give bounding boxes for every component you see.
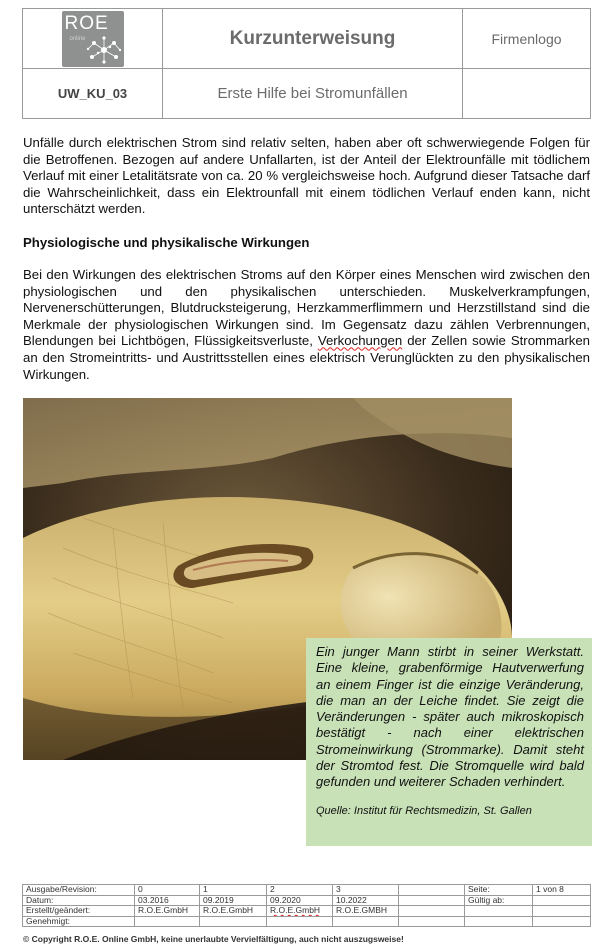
revision-cell bbox=[399, 916, 465, 927]
revision-cell: 1 bbox=[200, 885, 267, 896]
revision-row bbox=[23, 906, 591, 917]
revision-cell: R.O.E.GMBH bbox=[333, 906, 399, 917]
revision-row bbox=[23, 916, 591, 927]
revision-cell: Gültig ab: bbox=[465, 895, 533, 906]
section-paragraph bbox=[23, 267, 590, 383]
revision-cell bbox=[533, 906, 591, 917]
revision-cell: R.O.E.GmbH bbox=[267, 906, 333, 917]
logo-network-icon bbox=[84, 33, 124, 67]
revision-cell: R.O.E.GmbH bbox=[200, 906, 267, 917]
revision-cell bbox=[267, 916, 333, 927]
spellcheck-marked-word: Verkochungen bbox=[317, 333, 403, 349]
revision-cell bbox=[399, 895, 465, 906]
caption-text: Ein junger Mann stirbt in seiner Werkstatt. Eine kleine, grabenförmige Hautverwerfung an einem Finger ist die einzige Veränderung, die man an der Leiche findet. Sie zeigt die Veränderungen - später auch mikroskopisch bestätigt - nach einer elektrischen Stromeinwirkung (Strommarke). Damit steht der Stromtod fest. Die Stromquelle wird bald gefunden und weiterer Schaden verhindert. bbox=[316, 644, 584, 790]
logo-cell bbox=[23, 9, 163, 69]
revision-cell: R.O.E.GmbH bbox=[135, 906, 200, 917]
photo-caption-box bbox=[306, 638, 592, 846]
revision-cell: 0 bbox=[135, 885, 200, 896]
revision-cell: Genehmigt: bbox=[23, 916, 135, 927]
document-title: Kurzunterweisung bbox=[163, 9, 463, 69]
revision-cell: Ausgabe/Revision: bbox=[23, 885, 135, 896]
document-header bbox=[22, 8, 591, 119]
revision-cell bbox=[200, 916, 267, 927]
revision-cell: 3 bbox=[333, 885, 399, 896]
revision-cell: 09.2019 bbox=[200, 895, 267, 906]
document-code: UW_KU_03 bbox=[23, 69, 163, 119]
revision-cell bbox=[533, 895, 591, 906]
company-logo-placeholder: Firmenlogo bbox=[463, 9, 591, 69]
revision-cell bbox=[399, 906, 465, 917]
revision-cell: Datum: bbox=[23, 895, 135, 906]
copyright-notice: © Copyright R.O.E. Online GmbH, keine unerlaubte Vervielfältigung, auch nicht auszugsweise! bbox=[23, 934, 404, 944]
section-text-part2: der Zellen sowie Strommarken an den Stromeintritts- und Austrittsstellen eines elektrisch Verunglückten zu den physikalischen Wirkungen. bbox=[23, 333, 590, 382]
revision-row bbox=[23, 885, 591, 896]
logo-subtext: online bbox=[69, 35, 86, 42]
revision-cell: 09.2020 bbox=[267, 895, 333, 906]
revision-cell bbox=[399, 885, 465, 896]
revision-cell bbox=[465, 906, 533, 917]
document-subtitle: Erste Hilfe bei Stromunfällen bbox=[163, 69, 463, 119]
revision-cell: Seite: bbox=[465, 885, 533, 896]
revision-cell bbox=[135, 916, 200, 927]
revision-row bbox=[23, 895, 591, 906]
revision-cell: 10.2022 bbox=[333, 895, 399, 906]
revision-cell: 2 bbox=[267, 885, 333, 896]
caption-source: Quelle: Institut für Rechtsmedizin, St. Gallen bbox=[316, 804, 532, 817]
empty-header-cell bbox=[463, 69, 591, 119]
revision-cell bbox=[333, 916, 399, 927]
revision-cell: 03.2016 bbox=[135, 895, 200, 906]
intro-paragraph: Unfälle durch elektrischen Strom sind relativ selten, haben aber oft schwerwiegende Folgen für die Betroffenen. Bezogen auf andere Unfallarten, ist der Anteil der Elektrounfälle mit tödlichem Verlauf mit einer Letalitätsrate von ca. 20 % vergleichsweise hoch. Aufgrund dieser Tatsache darf die Wahrscheinlichkeit, dass ein Elektrounfall mit einem tödlichen Verlauf enden kann, nicht unterschätzt werden. bbox=[23, 135, 590, 217]
revision-cell bbox=[465, 916, 533, 927]
logo-text: ROE bbox=[64, 12, 109, 34]
section-text-part1: Bei den Wirkungen des elektrischen Stroms auf den Körper eines Menschen wird zwischen den physiologischen und den physikalischen unterschieden. Muskelverkrampfungen, Nervenerschütterungen, Blutdrucksteigerung, Herzkammerflimmern und Herzstillstand sind die Merkmale der physiologischen Wirkungen sind. Im Gegensatz dazu zählen Verbrennungen, Blendungen bei Lichtbögen, Flüssigkeitsverluste, bbox=[23, 267, 590, 349]
revision-table bbox=[22, 884, 591, 927]
revision-cell: Erstellt/geändert: bbox=[23, 906, 135, 917]
revision-cell bbox=[533, 916, 591, 927]
revision-cell: 1 von 8 bbox=[533, 885, 591, 896]
section-heading: Physiologische und physikalische Wirkungen bbox=[23, 235, 310, 250]
roe-logo bbox=[62, 11, 124, 67]
